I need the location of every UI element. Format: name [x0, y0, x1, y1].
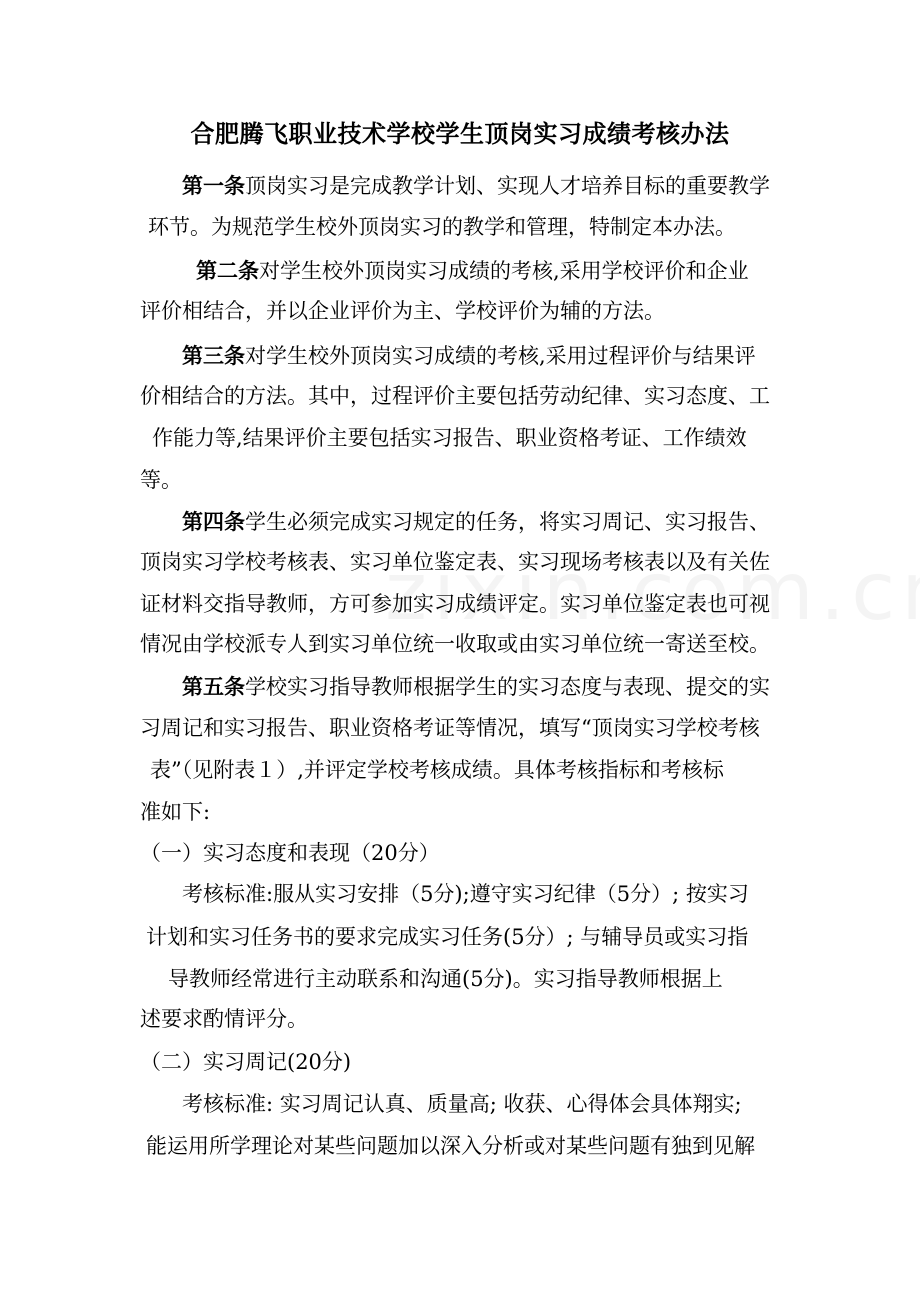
- article-4-line-1: [182, 507, 770, 537]
- section-1-line-2: 计划和实习任务书的要求完成实习任务(5分）; 与辅导员或实习指: [146, 925, 749, 949]
- article-3-line-1: [182, 341, 756, 371]
- article-2-label: 第二条: [196, 259, 259, 283]
- article-4-line-3: 证材料交指导教师，方可参加实习成绩评定。实习单位鉴定表也可视: [140, 592, 770, 616]
- article-5-line-3: 表”（见附表１）,并评定学校考核成绩。具体考核指标和考核标: [150, 758, 724, 782]
- article-3-label: 第三条: [182, 344, 245, 368]
- article-4-line-2: 顶岗实习学校考核表、实习单位鉴定表、实习现场考核表以及有关佐: [140, 550, 770, 574]
- article-1-line-1: [182, 171, 770, 201]
- article-1-text-1: 顶岗实习是完成教学计划、实现人才培养目标的重要教学: [245, 174, 770, 198]
- article-5-line-1: [182, 672, 770, 702]
- document-title: 合肥腾飞职业技术学校学生顶岗实习成绩考核办法: [190, 120, 730, 148]
- article-2-line-2: 评价相结合，并以企业评价为主、学校评价为辅的方法。: [140, 299, 665, 323]
- section-2-line-1: 考核标准: 实习周记认真、质量高; 收获、心得体会具体翔实;: [182, 1092, 742, 1116]
- article-3-line-3: 作能力等,结果评价主要包括实习报告、职业资格考证、工作绩效: [152, 426, 747, 450]
- article-2-line-1: [196, 256, 749, 286]
- article-5-text-1: 学校实习指导教师根据学生的实习态度与表现、提交的实: [245, 675, 770, 699]
- article-4-line-4: 情况由学校派专人到实习单位统一收取或由实习单位统一寄送至校。: [140, 632, 770, 656]
- article-3-line-4: 等。: [140, 468, 182, 492]
- section-1-line-4: 述要求酌情评分。: [140, 1007, 308, 1031]
- article-1-label: 第一条: [182, 174, 245, 198]
- section-1-line-3: 导教师经常进行主动联系和沟通(5分)。实习指导教师根据上: [168, 967, 723, 991]
- article-4-text-1: 学生必须完成实习规定的任务，将实习周记、实习报告、: [245, 510, 770, 534]
- article-5-line-4: 准如下:: [140, 800, 211, 824]
- section-1-line-1: 考核标准:服从实习安排（5分);遵守实习纪律（5分）; 按实习: [182, 882, 749, 906]
- article-5-line-2: 习周记和实习报告、职业资格考证等情况，填写“顶岗实习学校考核: [140, 716, 760, 740]
- article-2-text-1: 对学生校外顶岗实习成绩的考核,采用学校评价和企业: [259, 259, 749, 283]
- section-1-heading: （一）实习态度和表现（20分）: [140, 841, 440, 865]
- article-3-text-1: 对学生校外顶岗实习成绩的考核,采用过程评价与结果评: [245, 344, 756, 368]
- article-3-line-2: 价相结合的方法。其中，过程评价主要包括劳动纪律、实习态度、工: [140, 384, 770, 408]
- article-5-label: 第五条: [182, 675, 245, 699]
- article-4-label: 第四条: [182, 510, 245, 534]
- section-2-line-2: 能运用所学理论对某些问题加以深入分析或对某些问题有独到见解: [146, 1134, 755, 1158]
- article-1-line-2: 环节。为规范学生校外顶岗实习的教学和管理，特制定本办法。: [148, 215, 736, 239]
- section-2-heading: （二）实习周记(20分): [140, 1050, 352, 1074]
